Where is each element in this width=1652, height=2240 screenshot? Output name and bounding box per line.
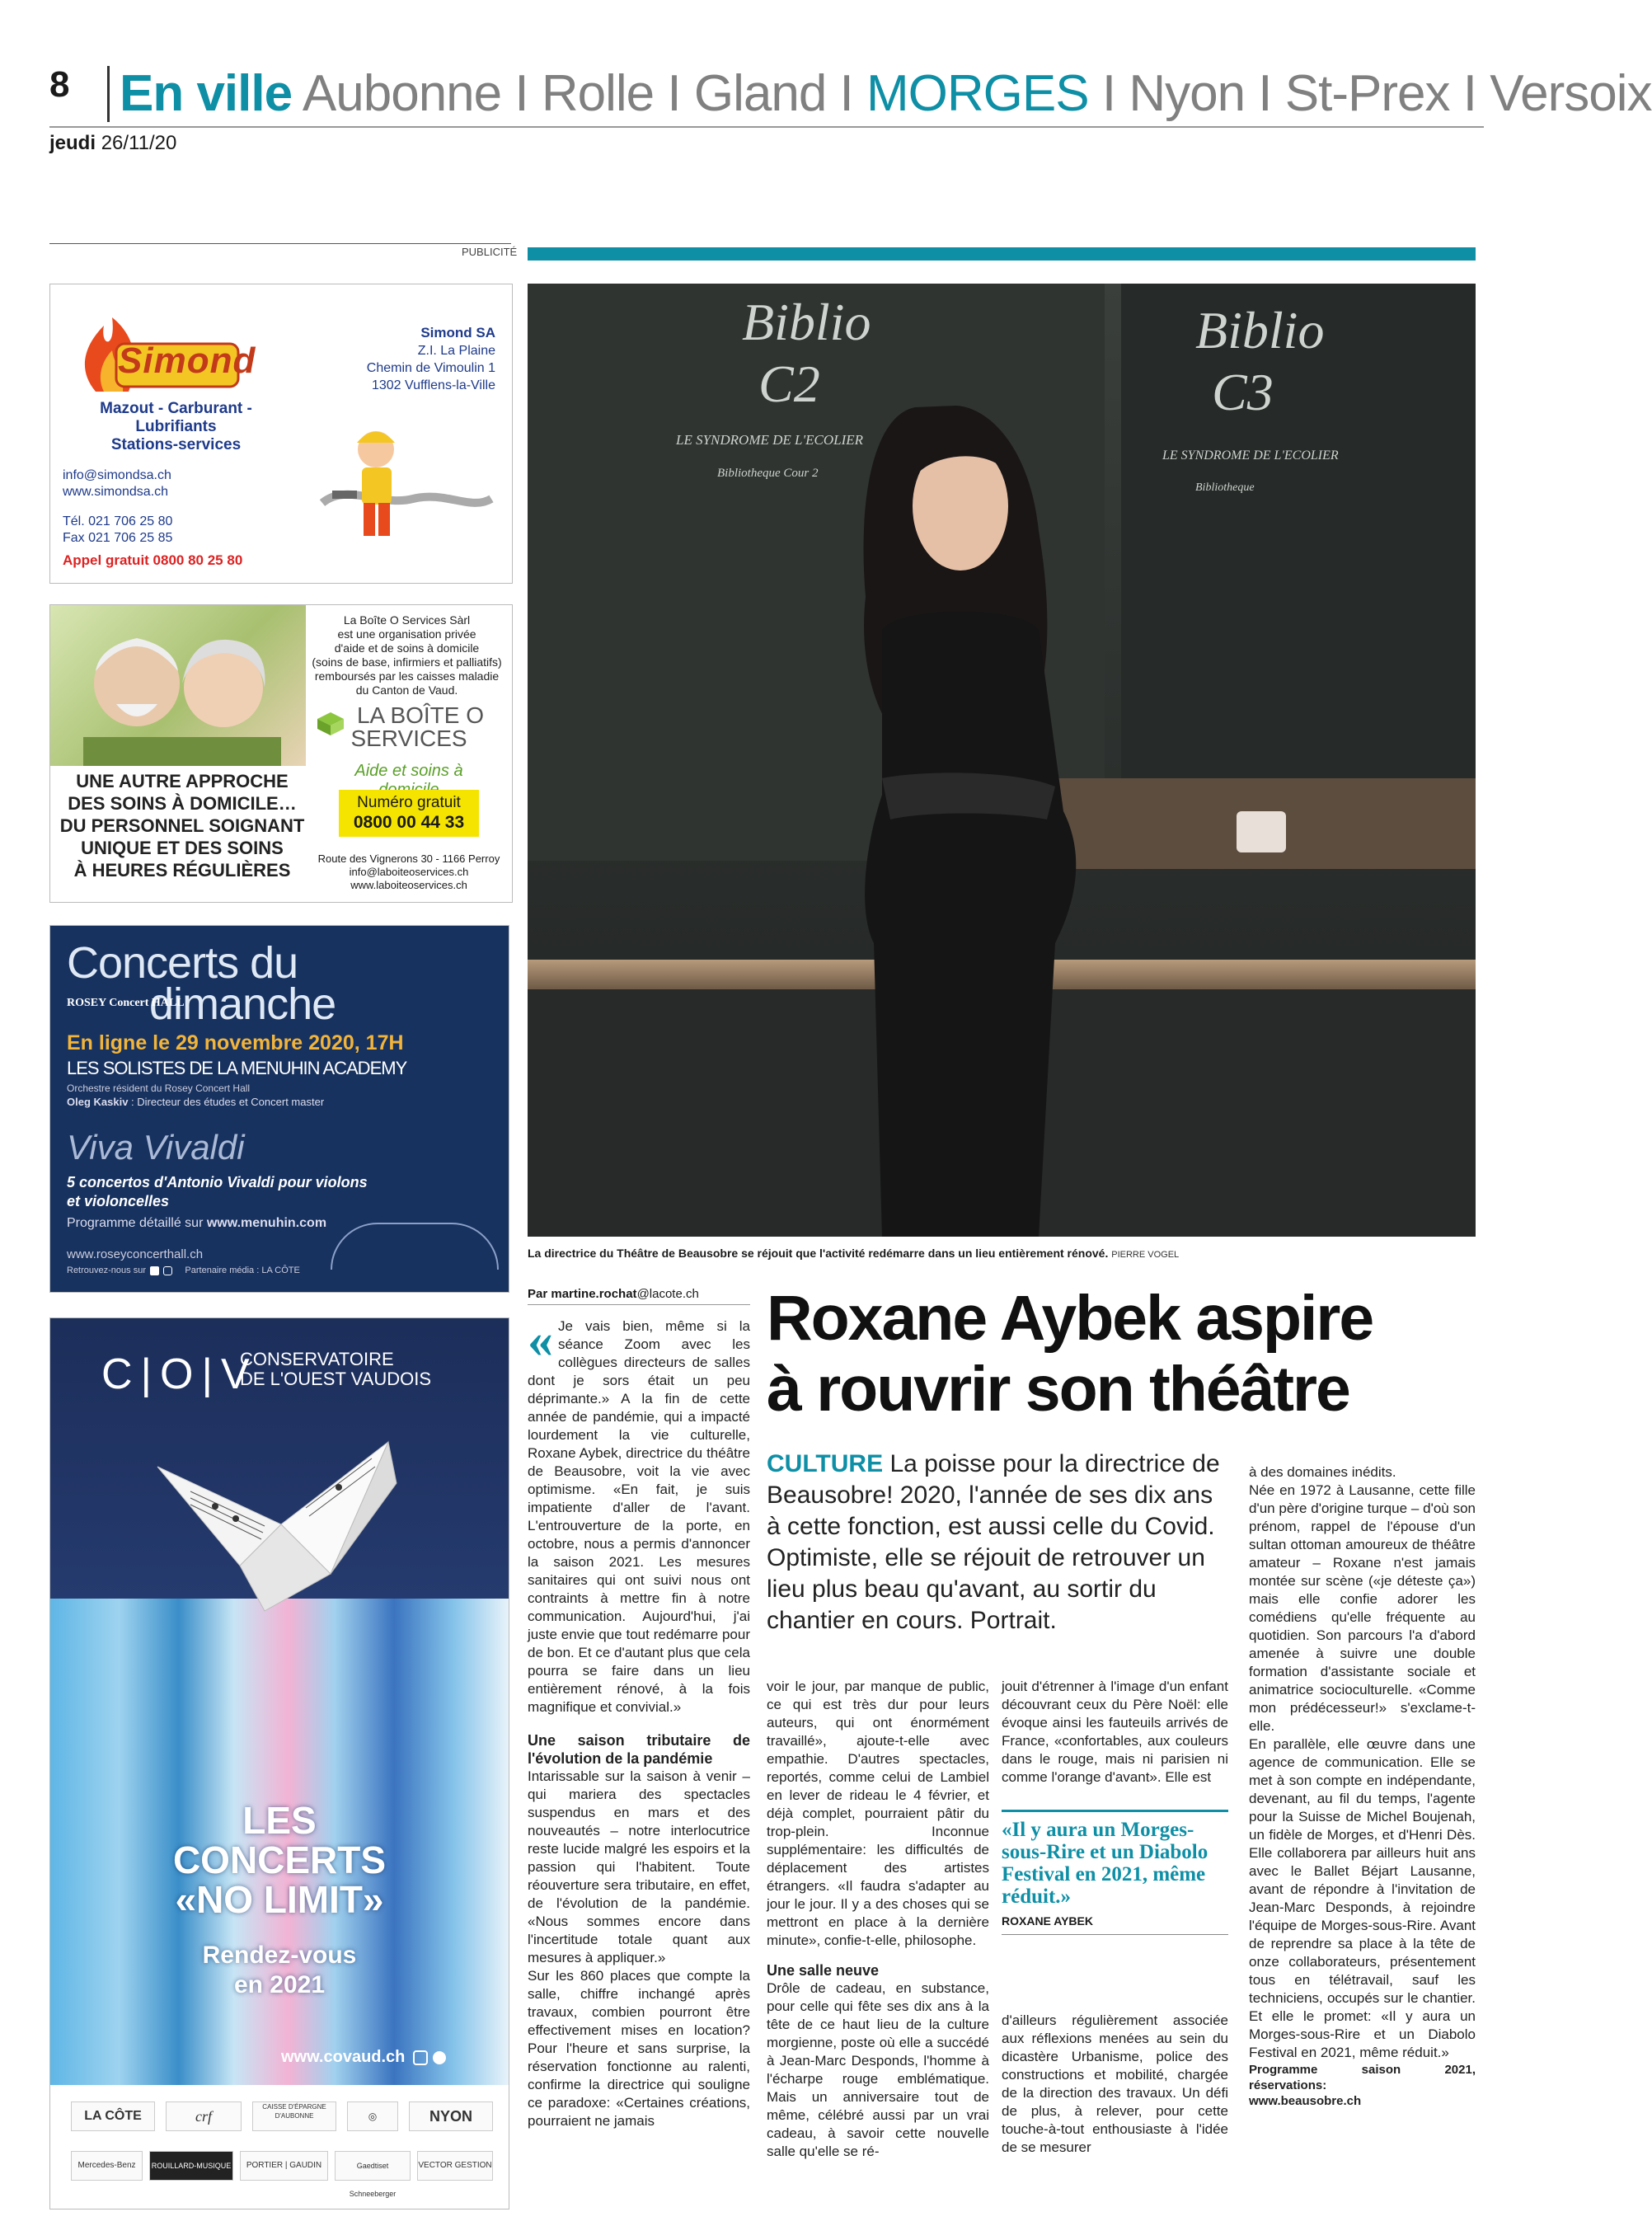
ad-cov-conservatoire[interactable]: [49, 1317, 509, 2209]
elderly-couple-photo: [50, 605, 306, 766]
chalk-text: Biblio: [1195, 301, 1325, 359]
chalk-text: LE SYNDROME DE L'ECOLIER: [1162, 448, 1339, 463]
sponsor-logo: crf: [166, 2101, 242, 2131]
cov-website[interactable]: www.covaud.ch: [281, 2048, 446, 2067]
boite-slogan-text: UNE AUTRE APPROCHE DES SOINS À DOMICILE… DU PERSONNEL SOIGNANT UNIQUE ET DES SOINS À HEURES RÉGULIÈRES: [59, 771, 305, 881]
boite-email[interactable]: info@laboiteoservices.ch: [349, 866, 469, 878]
cov-name: CONSERVATOIRE DE L'OUEST VAUDOIS: [240, 1349, 431, 1389]
boite-address: Route des Vignerons 30 - 1166 Perroy info@laboiteoservices.ch www.laboiteoservices.ch: [310, 852, 508, 892]
concert-hall-icon: [331, 1223, 499, 1270]
town-nyon: Nyon: [1129, 65, 1246, 122]
sponsor-logo: LA CÔTE: [71, 2101, 155, 2131]
section-title: En ville: [120, 65, 293, 122]
sponsor-logo: ROUILLARD-MUSIQUE: [149, 2151, 233, 2181]
separator: I: [1462, 65, 1476, 122]
header-rule: [49, 126, 1484, 128]
ad-boite-o-services[interactable]: [49, 604, 513, 903]
separator: I: [514, 65, 528, 122]
sponsor-logo: Mercedes-Benz: [71, 2151, 143, 2181]
quote-text: «Il y aura un Morges-sous-Rire et un Diabolo Festival en 2021, même réduit.»: [1002, 1819, 1208, 1908]
simond-free-call: Appel gratuit 0800 80 25 80: [63, 552, 243, 568]
chalk-text: LE SYNDROME DE L'ECOLIER: [676, 432, 864, 448]
rosey-soloists: LES SOLISTES DE LA MENUHIN ACADEMY: [67, 1058, 407, 1078]
instagram-icon[interactable]: [413, 2050, 428, 2065]
chalk-text: C3: [1212, 363, 1274, 421]
chalk-text: Bibliotheque Cour 2: [717, 467, 819, 480]
byline-rule: [528, 1304, 750, 1305]
cov-headline: LES CONCERTS «NO LIMIT»: [172, 1799, 387, 1921]
sponsor-icon: ◎: [347, 2101, 398, 2131]
boite-logo: LA BOÎTE O SERVICES: [350, 702, 485, 751]
sponsor-logo: Gaedtiset Schneeberger: [335, 2151, 411, 2181]
sponsor-logo: CAISSE D'ÉPARGNE D'AUBONNE: [252, 2101, 336, 2131]
sponsor-logo: PORTIER | GAUDIN: [240, 2151, 328, 2181]
cov-rendezvous: Rendez-vous en 2021: [202, 1942, 357, 1998]
boite-free-number: Numéro gratuit 0800 00 44 33: [339, 790, 479, 837]
publicite-label: PUBLICITÉ: [462, 246, 518, 258]
town-gland: Gland: [693, 65, 827, 122]
simond-website[interactable]: www.simondsa.ch: [63, 485, 169, 499]
simond-email[interactable]: info@simondsa.ch: [63, 468, 171, 482]
ad-rosey-concerts[interactable]: [49, 925, 509, 1293]
facebook-icon[interactable]: [150, 1266, 159, 1275]
rosey-date: En ligne le 29 novembre 2020, 17H: [67, 1031, 404, 1054]
article-column-2: voir le jour, par manque de public, ce qui est très dur pour leurs auteurs, qui ont énormément travaillé», ajoute-t-elle avec empathie. D'autres spectacles, reportés, comme celui de Lambiel en lever de rideau le 4 février, et déjà complet, pourraient pâtir du trop-plein. Inconnue supplémentaire: les difficultés de déplacement des artistes étrangers. «Il faudra s'adapter au jour le jour. Il y a des choses qui se mettront en place à la dernière minute», confie-t-elle, philosophe. Une salle neuve Drôle de cadeau, en substance, pour celle qui fête ses dix ans à la tête de ce haut lieu de la culture morgienne, poste où elle a succédé à Jean-Marc Desponds, l'homme à l'écharpe rouge emblématique. Mais un anniversaire tout de même, célébré aussi par un vrai cadeau, à savoir cette nouvelle salle qu'elle se ré-: [767, 1679, 989, 2159]
town-rolle: Rolle: [541, 65, 655, 122]
separator: I: [839, 65, 853, 122]
rosey-oleg: Oleg Kaskiv : Directeur des études et Concert master: [67, 1096, 325, 1108]
rosey-programme: Programme détaillé sur www.menuhin.com: [67, 1216, 327, 1230]
rosey-footer: Retrouvez-nous sur Partenaire média : LA CÔTE: [67, 1266, 300, 1275]
separator: I: [667, 65, 681, 122]
simond-wordmark: Simond: [118, 340, 256, 381]
boite-tagline: Aide et soins à: [354, 762, 463, 780]
header-divider: [107, 66, 110, 122]
rosey-title-1: Concerts du: [67, 938, 298, 988]
fuel-mascot-icon: [314, 416, 495, 556]
town-aubonne: Aubonne: [302, 65, 502, 122]
boite-website[interactable]: www.laboiteoservices.ch: [350, 879, 467, 891]
sponsor-logo: VECTOR GESTION: [417, 2151, 493, 2181]
subheading: Une saison tributaire de l'évolution de la pandémie: [528, 1732, 750, 1767]
chalk-text: C2: [758, 355, 820, 413]
subheading: Une salle neuve: [767, 1962, 880, 1979]
article-column-1: « Je vais bien, même si la séance Zoom avec les collègues directeurs de salles dont je sors était un peu déprimante.» A la fin de cette année de pandémie, qui a impacté lourdement la vie culturelle, Roxane Aybek, directrice du théâtre de Beausobre, voit la vie avec optimisme. «En fait, je suis impatiente d'aller de l'avant. L'entrouverture de la porte, en octobre, nous a permis d'annoncer la saison 2021. Les mesures sanitaires qui ont suivi nous ont contraints à mettre fin à notre communication. Aujourd'hui, j'ai juste envie que tout redémarre pour de bon. Et ce d'autant plus que cela pourra se faire dans un lieu entièrement rénové, à la fois magnifique et convivial.» Une saison tributaire de l'évolution de la pandémie Intarissable sur la saison à venir – qui mariera des spectacles suspendus en mars et des nouveautés – notre interlocutrice reste lucide malgré les espoirs et la passion qui l'habitent. Toute réouverture sera tributaire, en effet, de l'évolution de la pandémie. «Nous sommes encore dans l'incertitude totale quant aux mesures à appliquer.» Sur les 860 places que compte la salle, chiffre inchangé après travaux, combien pourront être effectivement mises en location? Pour l'heure et sans surprise, la réservation fonctionne au ralenti, confirme la directrice qui souligne ce paradoxe: «Certaines créations, pourraient ne jamais: [528, 1313, 750, 2129]
article-top-bar: [528, 247, 1476, 261]
cov-logo: C|O|V: [101, 1350, 258, 1398]
town-morges: MORGES: [866, 65, 1089, 122]
rosey-concertos: 5 concertos d'Antonio Vivaldi pour violons et violoncelles: [67, 1174, 368, 1209]
menuhin-link[interactable]: www.menuhin.com: [206, 1216, 327, 1230]
byline: Par martine.rochat@lacote.ch: [528, 1287, 699, 1301]
ad-rule: [49, 243, 511, 244]
photo-credit: PIERRE VOGEL: [1111, 1250, 1180, 1260]
sponsor-logo: NYON: [409, 2101, 493, 2131]
photo-caption: La directrice du Théâtre de Beausobre se réjouit que l'activité redémarre dans un lieu entièrement rénové. PIERRE VOGEL: [528, 1247, 1180, 1260]
origami-bird-icon: [141, 1409, 405, 1615]
open-quote-icon: «: [528, 1313, 553, 1369]
kicker: CULTURE: [767, 1450, 884, 1477]
rosey-logo: ROSEY Concert HALL: [67, 997, 185, 1009]
rosey-viva-vivaldi: Viva Vivaldi: [67, 1128, 245, 1167]
lede: CULTURE La poisse pour la directrice de Beausobre! 2020, l'année de ses dix ans à cette fonction, est aussi celle du Covid. Optimiste, elle se réjouit de retrouver un lieu plus beau qu'avant, au sortir du chantier en cours. Portrait.: [767, 1450, 1220, 1634]
town-st-prex: St-Prex: [1284, 65, 1450, 122]
rosey-website[interactable]: www.roseyconcerthall.ch: [67, 1247, 204, 1261]
rosey-orchestra: Orchestre résident du Rosey Concert Hall: [67, 1082, 251, 1094]
headline: Roxane Aybek aspire à rouvrir son théâtre: [767, 1283, 1373, 1425]
town-versoix: Versoix: [1490, 65, 1652, 122]
boite-intro: La Boîte O Services Sàrl est une organisation privée d'aide et de soins à domicile (soins de base, infirmiers et palliatifs) remboursés par les caisses maladie du Canton de Vaud.: [312, 613, 502, 697]
separator: I: [1101, 65, 1116, 122]
page-number: 8: [49, 64, 70, 105]
instagram-icon[interactable]: [163, 1266, 172, 1275]
simond-contact: info@simondsa.ch www.simondsa.ch Tél. 021 706 25 80 Fax 021 706 25 85: [63, 468, 173, 545]
simond-tagline: Mazout - Carburant - Lubrifiants Stations-services: [100, 400, 252, 453]
simond-address: Simond SA Z.I. La Plaine Chemin de Vimoulin 1 1302 Vufflens-la-Ville: [366, 325, 495, 392]
ad-simond[interactable]: [49, 284, 513, 584]
article-column-3: jouit d'étrenner à l'image d'un enfant découvrant ceux du Père Noël: elle évoque ainsi les fauteuils arrivés de France, «confortables, aux couleurs dans le rouge, mais ni parisien ni comme l'orange d'avant». Elle est: [1002, 1679, 1228, 1785]
chalk-text: Bibliotheque: [1195, 481, 1255, 494]
cov-sponsor-strip: [50, 2085, 509, 2209]
quote-author: ROXANE AYBEK: [1002, 1914, 1093, 1928]
article-column-4: à des domaines inédits. Née en 1972 à Lausanne, cette fille d'un père d'origine turque – d'où son prénom, rappel de l'épouse d'un sultan ottoman amoureux de théâtre amateur – Roxane n'est jamais montée sur scène («je déteste ça») mais elle confie adorer les comédiens qu'elle fréquente au quotidien. Son parcours l'a d'abord amenée à suivre une double formation d'assistante sociale et animatrice socioculturelle. «Comme mon prédécesseur!» s'exclame-t-elle. En parallèle, elle œuvre dans une agence de communication. Elle se met à son compte en indépendante, devenant, au fil du temps, l'agente pour la Suisse de Michel Boujenah, un fidèle de Morges, et d'Henri Dès. Elle collaborera par ailleurs huit ans avec le Ballet Béjart Lausanne, avant de répondre à l'invitation de Jean-Marc Desponds, à rejoindre l'équipe de Morges-sous-Rire. Avant de reprendre sa place à la tête de onze collaborateurs, présentement tous en télétravail, sauf les techniciens, occupés sur le chantier. Et elle le promet: «Il y aura un Morges-sous-Rire et un Diabolo Festival en 2021, même réduit.» Programme saison 2021, réservations: www.beausobre.ch: [1249, 1464, 1476, 2108]
article-column-3b: d'ailleurs régulièrement associée aux réflexions menées au sein du dicastère Urbanisme, police des constructions et mobilité, chargée de la direction des travaux. Un défi de plus, à relever, pour cette touche-à-tout enthousiaste à l'idée de se mesurer: [1002, 2012, 1228, 2155]
separator: I: [1258, 65, 1272, 122]
rosey-title-2: dimanche: [149, 979, 336, 1029]
article-photo: [528, 284, 1476, 1237]
issue-date: jeudi 26/11/20: [49, 132, 177, 154]
chalk-text: Biblio: [742, 293, 871, 351]
pull-quote: [1002, 1810, 1228, 1935]
beausobre-link[interactable]: www.beausobre.ch: [1249, 2094, 1362, 2108]
facebook-icon[interactable]: [433, 2051, 446, 2064]
section-header: [120, 64, 1652, 124]
